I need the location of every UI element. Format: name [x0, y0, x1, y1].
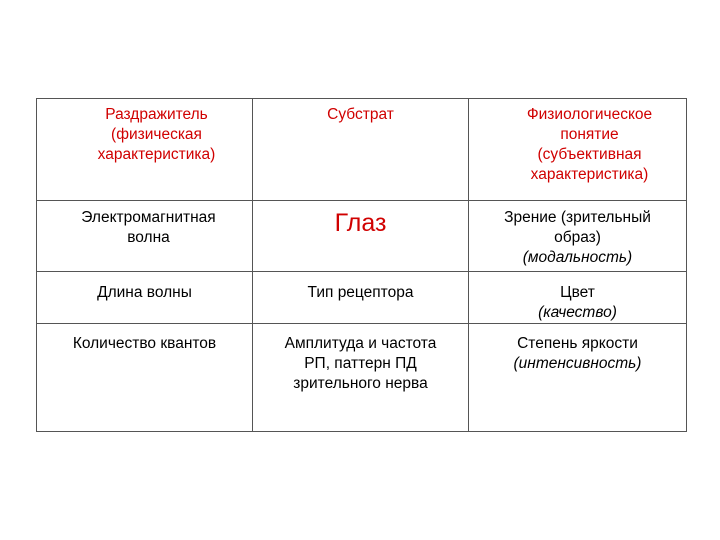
cell-substrate-line: зрительного нерва — [293, 375, 428, 392]
header-stimulus-line: характеристика) — [97, 146, 216, 163]
header-concept-line: Физиологическое — [526, 106, 653, 123]
cell-stimulus-line: Количество квантов — [72, 335, 217, 352]
table-row — [37, 201, 687, 272]
cell-concept-line: Цвет — [560, 284, 595, 301]
cell-substrate-line: Тип рецептора — [307, 284, 414, 301]
header-concept-line: (субъективная — [537, 146, 642, 163]
cell-concept-line: Степень яркости — [517, 335, 638, 352]
cell-concept — [469, 272, 687, 324]
cell-stimulus — [37, 272, 253, 324]
cell-stimulus-line: Электромагнитная — [81, 209, 216, 226]
cell-substrate — [253, 272, 469, 324]
cell-concept-line: образ) — [554, 229, 601, 246]
cell-substrate — [253, 201, 469, 272]
cell-substrate — [253, 324, 469, 432]
header-stimulus-line: (физическая — [111, 126, 202, 143]
cell-stimulus — [37, 324, 253, 432]
cell-concept-note: (модальность) — [522, 249, 633, 266]
header-concept-line: характеристика) — [530, 166, 649, 183]
cell-concept-note: (качество) — [538, 304, 617, 321]
perception-table — [36, 98, 687, 432]
header-stimulus — [37, 99, 253, 201]
cell-concept — [469, 324, 687, 432]
header-stimulus-line: Раздражитель — [105, 106, 208, 123]
cell-substrate-line: Амплитуда и частота — [284, 335, 437, 352]
cell-substrate-line: РП, паттерн ПД — [304, 355, 417, 372]
cell-concept — [469, 201, 687, 272]
header-concept — [469, 99, 687, 201]
header-concept-line: понятие — [560, 126, 619, 143]
cell-stimulus — [37, 201, 253, 272]
table-row — [37, 272, 687, 324]
cell-concept-line: Зрение (зрительный — [504, 209, 651, 226]
cell-stimulus-line: волна — [127, 229, 170, 246]
cell-concept-note: (интенсивность) — [513, 355, 642, 372]
table-row — [37, 324, 687, 432]
cell-stimulus-line: Длина волны — [97, 284, 192, 301]
cell-substrate-eye: Глаз — [334, 209, 387, 237]
header-substrate-line: Субстрат — [327, 106, 394, 123]
table-header-row — [37, 99, 687, 201]
header-substrate — [253, 99, 469, 201]
